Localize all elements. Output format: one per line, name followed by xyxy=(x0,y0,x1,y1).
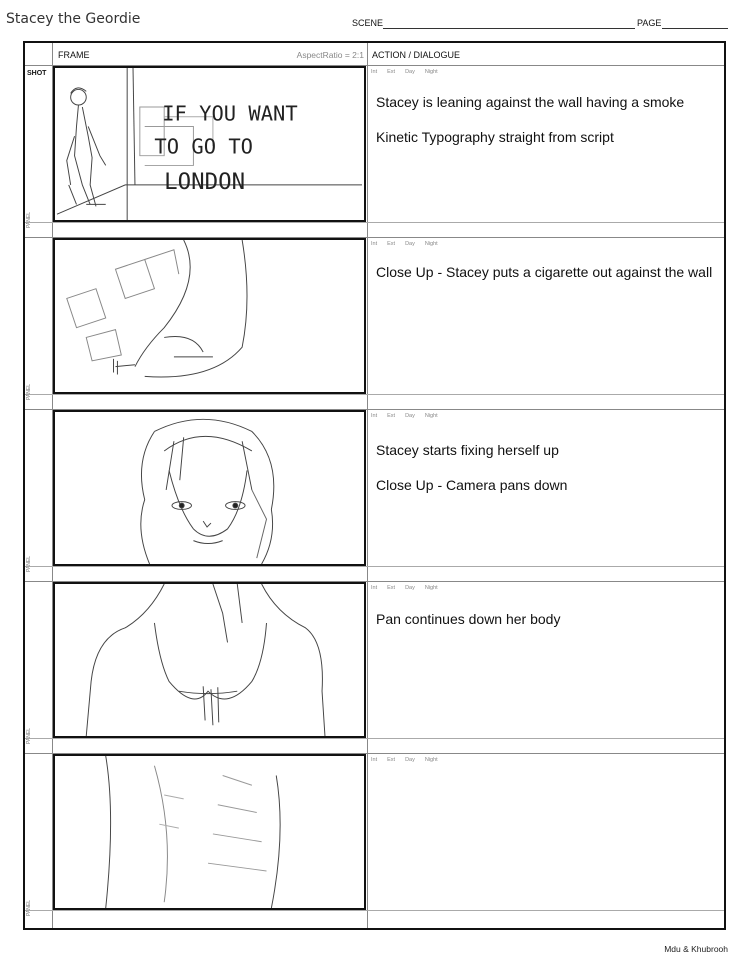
storyboard-row-1 xyxy=(25,66,724,238)
panel-label: PANEL xyxy=(26,727,32,744)
action-text-3 xyxy=(376,441,716,511)
frame-panel-3 xyxy=(53,410,366,566)
panel-label: PANEL xyxy=(26,555,32,572)
action-text-1 xyxy=(376,93,716,163)
action-line: Close Up - Camera pans down xyxy=(376,477,568,493)
tag-day: Day xyxy=(405,413,415,419)
tag-day: Day xyxy=(405,241,415,247)
tag-ext: Ext xyxy=(387,757,396,763)
row-divider xyxy=(25,394,724,395)
header-shot-cell xyxy=(25,43,52,66)
scene-field-line xyxy=(383,28,635,29)
tag-int: Int xyxy=(371,241,378,247)
action-header: ACTION / DIALOGUE xyxy=(372,50,461,60)
page-label: PAGE xyxy=(637,18,662,28)
action-line: Stacey is leaning against the wall having a smoke xyxy=(376,94,685,110)
action-text-4 xyxy=(376,610,716,645)
tag-night: Night xyxy=(424,241,438,247)
shot-label: SHOT xyxy=(27,70,47,77)
tag-ext: Ext xyxy=(387,585,396,591)
doc-title: Stacey the Geordie xyxy=(6,11,141,27)
sketch-chest-tanktop-icon xyxy=(55,584,364,736)
row-divider xyxy=(25,910,724,911)
tag-ext: Ext xyxy=(387,413,396,419)
tag-ext: Ext xyxy=(387,241,396,247)
frame-panel-5 xyxy=(53,754,366,910)
action-line: Stacey starts fixing herself up xyxy=(376,442,559,458)
shot-tags xyxy=(371,757,448,763)
sketch-torso-icon xyxy=(55,756,364,908)
tag-night: Night xyxy=(424,757,438,763)
shot-tags xyxy=(371,413,448,419)
storyboard-row-2 xyxy=(25,238,724,410)
frame-panel-1 xyxy=(53,66,366,222)
tag-int: Int xyxy=(371,413,378,419)
panel-label: PANEL xyxy=(26,211,32,228)
row-divider xyxy=(25,738,724,739)
frame-text-line-3: LONDON xyxy=(164,168,246,195)
sketch-stacey-wall-icon xyxy=(55,68,364,220)
frame-header: FRAME xyxy=(58,50,90,60)
tag-day: Day xyxy=(405,585,415,591)
action-text-2 xyxy=(376,263,716,298)
tag-day: Day xyxy=(405,69,415,75)
sketch-face-closeup-icon xyxy=(55,412,364,564)
frame-text-line-1: IF YOU WANT xyxy=(162,101,298,126)
storyboard-sheet xyxy=(23,41,726,930)
action-line: Close Up - Stacey puts a cigarette out against the wall xyxy=(376,264,713,280)
shot-tags xyxy=(371,241,448,247)
storyboard-row-3 xyxy=(25,410,724,582)
scene-label: SCENE xyxy=(352,18,384,28)
aspect-ratio-label: AspectRatio = 2:1 xyxy=(296,50,364,60)
header-frame-cell xyxy=(52,43,367,66)
shot-tags xyxy=(371,585,448,591)
tag-int: Int xyxy=(371,757,378,763)
footer-credit: Mdu & Khubrooh xyxy=(664,944,728,954)
sketch-hand-cigarette-icon xyxy=(55,240,364,392)
storyboard-row-5 xyxy=(25,754,724,926)
shot-tags xyxy=(371,69,448,75)
tag-night: Night xyxy=(424,69,438,75)
frame-panel-2 xyxy=(53,238,366,394)
tag-int: Int xyxy=(371,585,378,591)
tag-night: Night xyxy=(424,585,438,591)
header-action-cell xyxy=(367,43,724,66)
row-divider xyxy=(25,222,724,223)
page-field-line xyxy=(662,28,728,29)
storyboard-row-4 xyxy=(25,582,724,754)
row-divider xyxy=(25,566,724,567)
action-line: Kinetic Typography straight from script xyxy=(376,129,614,145)
frame-panel-4 xyxy=(53,582,366,738)
tag-int: Int xyxy=(371,69,378,75)
panel-label: PANEL xyxy=(26,899,32,916)
frame-text-line-2: TO GO TO xyxy=(154,134,253,159)
action-line: Pan continues down her body xyxy=(376,611,561,627)
panel-label: PANEL xyxy=(26,383,32,400)
tag-ext: Ext xyxy=(387,69,396,75)
tag-day: Day xyxy=(405,757,415,763)
tag-night: Night xyxy=(424,413,438,419)
